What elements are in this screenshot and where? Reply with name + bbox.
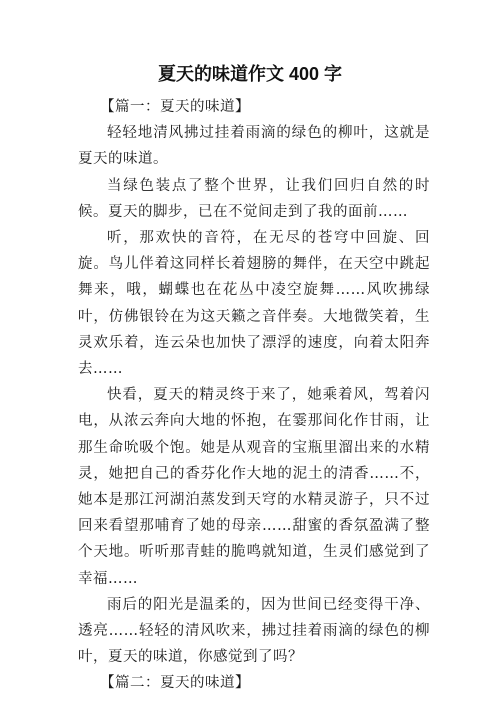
- paragraph-3: 听，那欢快的音符，在无尽的苍穹中回旋、回旋。鸟儿伴着这同样长着翅膀的舞伴，在天空中跳起舞来，哦，蝴蝶也在花丛中凌空旋舞……风吹拂绿叶，仿佛银铃在为这天籁之音伴奏。大地微笑着，生灵欢乐着，连云朵也加快了漂浮的速度，向着太阳奔去……: [78, 230, 430, 378]
- paragraph-4: 快看，夏天的精灵终于来了，她乘着风，驾着闪电，从浓云奔向大地的怀抱，在霎那间化作甘雨，让那生命吮吸个饱。她是从观音的宝瓶里溜出来的水精灵，她把自己的香芬化作大地的泥土的清香……不，她本是那江河湖泊蒸发到天穹的水精灵游子，只不过回来看望那哺育了她的母亲……甜蜜的香氛盈满了整个天地。听听那青蛙的脆鸣就知道，生灵们感觉到了幸福……: [78, 387, 430, 587]
- section-heading-2: 【篇二：夏天的味道】: [100, 675, 250, 692]
- paragraph-5: 雨后的阳光是温柔的，因为世间已经变得干净、透亮……轻轻的清风吹来，拂过挂着雨滴的绿色的柳叶，夏天的味道，你感觉到了吗？: [78, 596, 430, 666]
- article-body: [78, 94, 430, 697]
- paragraph-2: 当绿色装点了整个世界，让我们回归自然的时候。夏天的脚步，已在不觉间走到了我的面前……: [78, 177, 430, 220]
- section-heading-1: 【篇一：夏天的味道】: [100, 99, 250, 115]
- paragraph-1: 轻轻地清风拂过挂着雨滴的绿色的柳叶，这就是夏天的味道。: [78, 125, 430, 168]
- page-title: 夏天的味道作文 400 字: [157, 64, 343, 84]
